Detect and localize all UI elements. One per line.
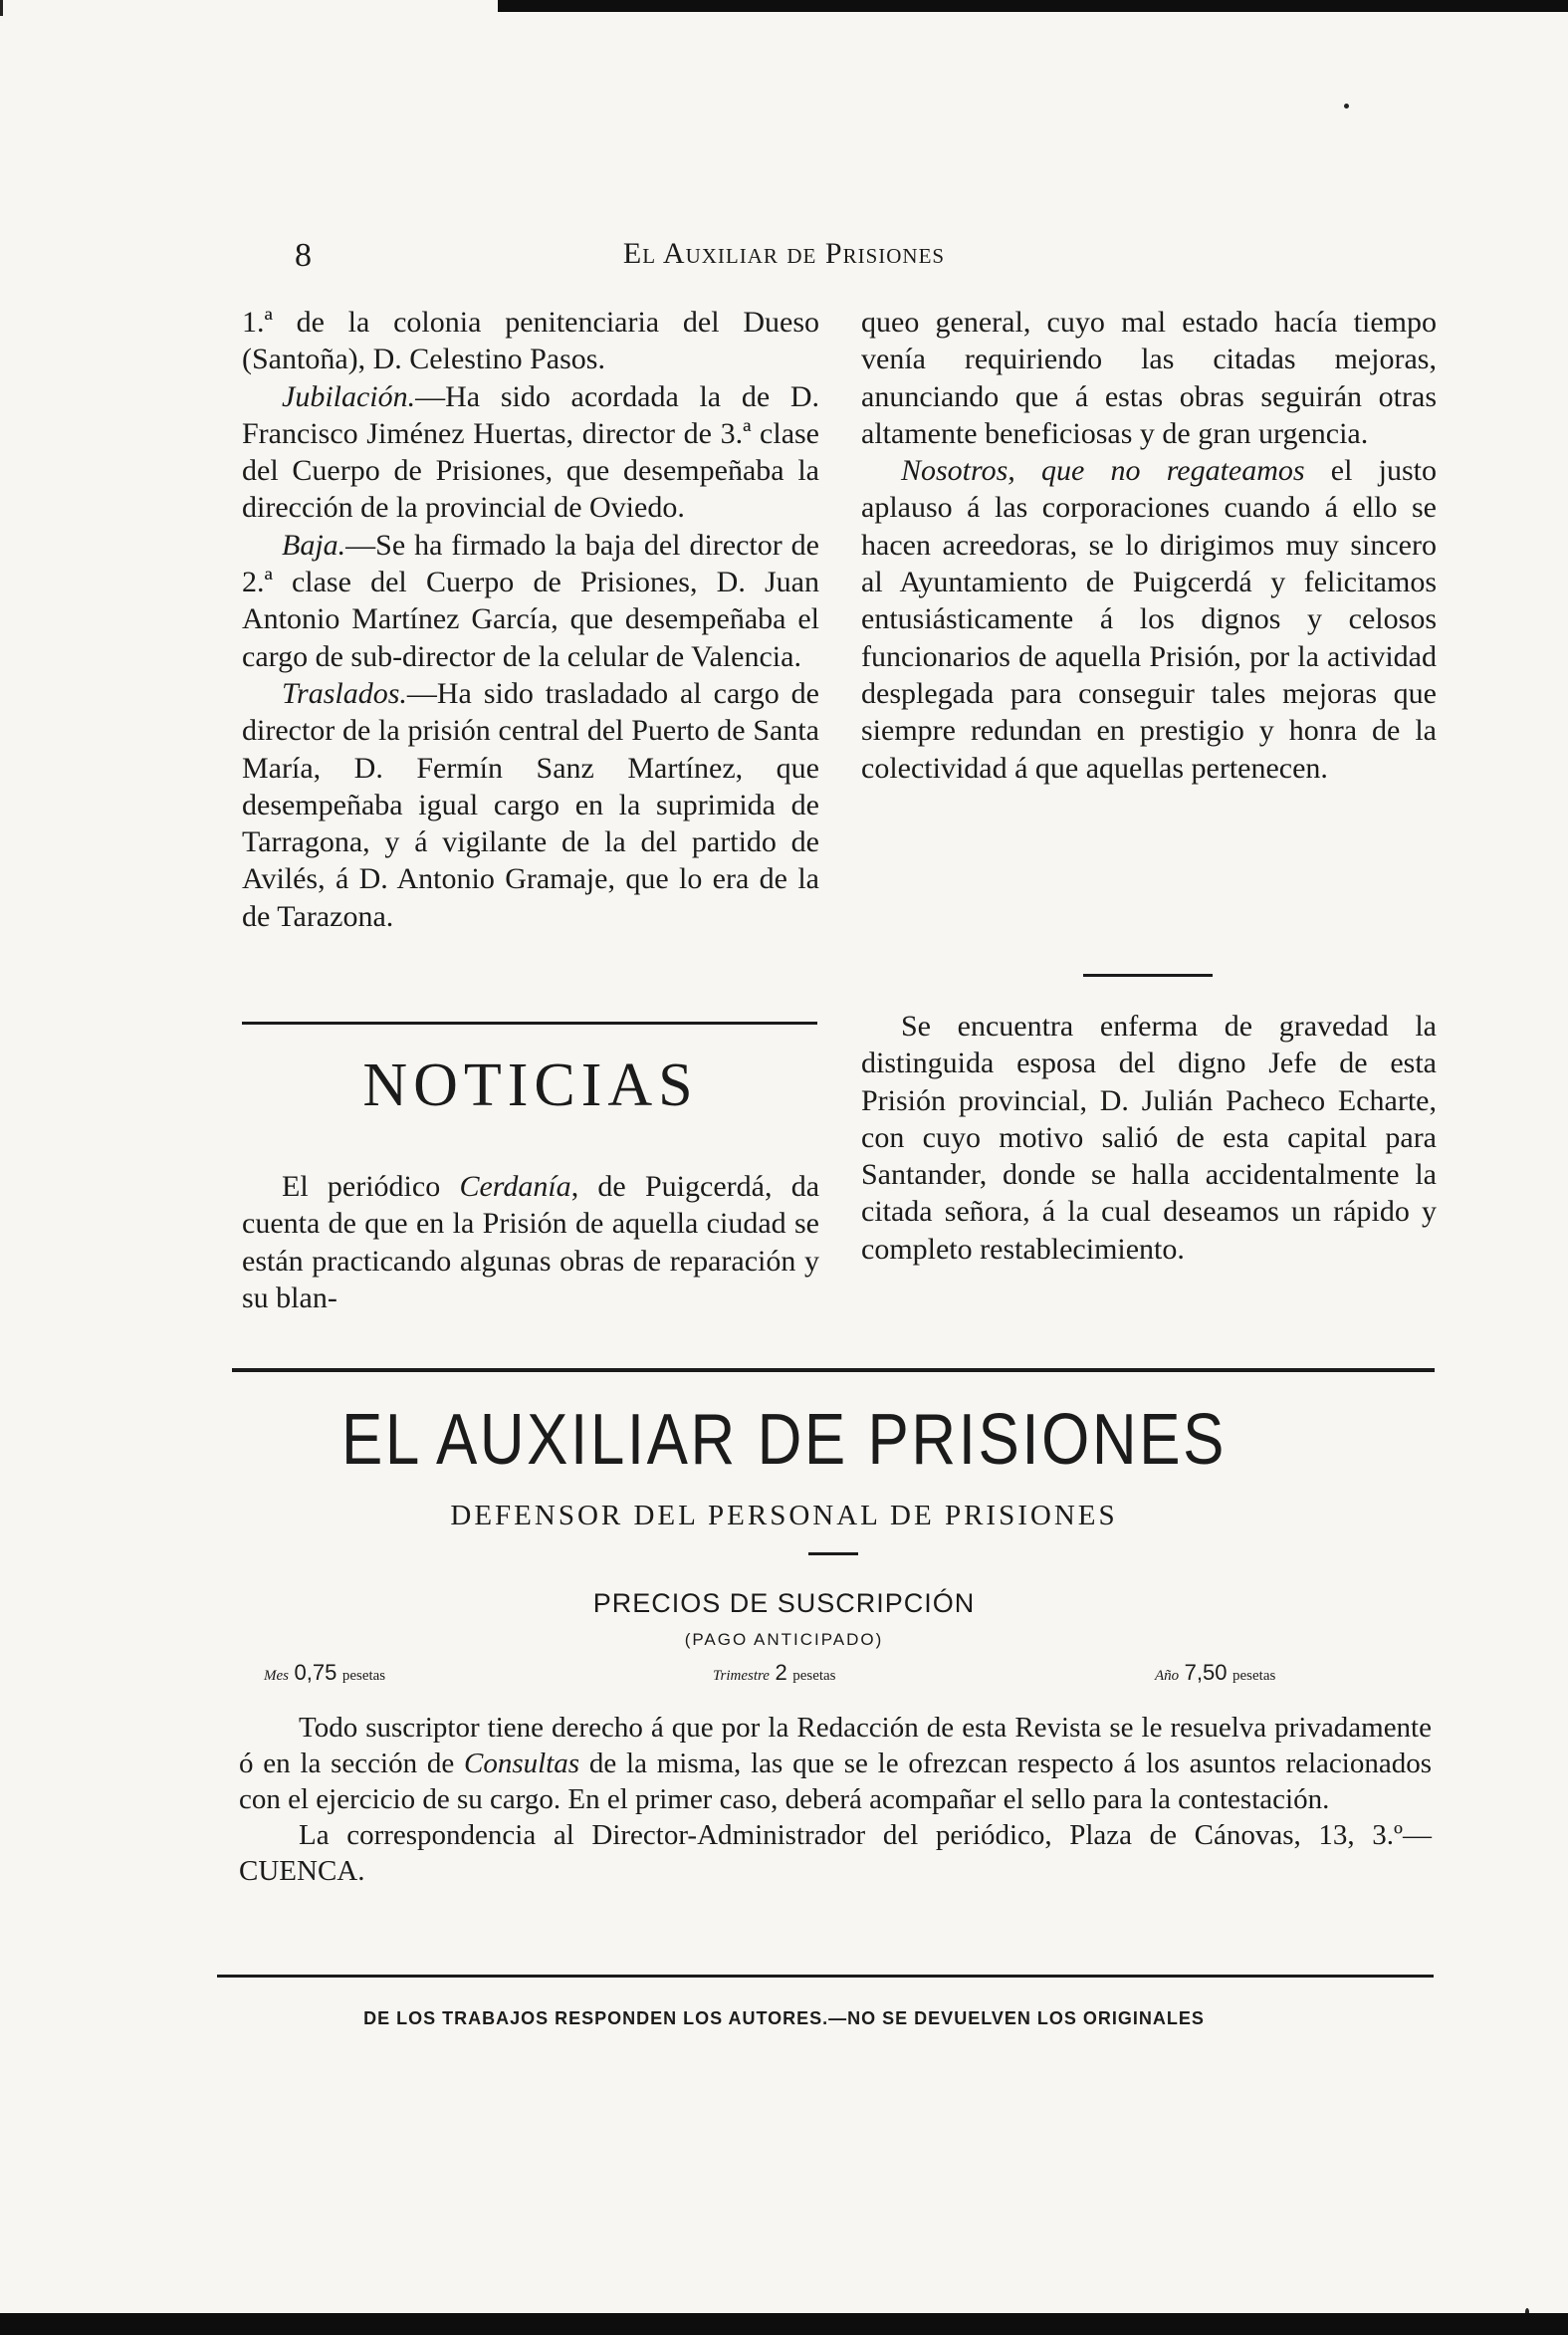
info-consultas: Consultas bbox=[464, 1748, 580, 1779]
noticias-heading: NOTICIAS bbox=[362, 1051, 699, 1119]
subscription-heading: PRECIOS DE SUSCRIPCIÓN bbox=[592, 1588, 976, 1618]
right-paragraph-2-text: el justo aplauso á las corporaciones cuando á ello se hacen acreedoras, se lo dirigimos muy sincero al Ayuntamiento de Puigcerdá y felicitamos entusiásticamente á los dignos y celosos funcionarios de aquella Prisión, por la actividad desplegada para conseguir tales mejoras que siempre redundan en prestigio y honra de la colectividad á que aquellas pertenecen. bbox=[861, 454, 1437, 785]
right-paragraph-1: queo general, cuyo mal estado hacía tiempo venía requiriendo las citadas mejoras, anunciando que á estas obras seguirán otras altamente beneficiosas y de gran urgencia. bbox=[861, 306, 1437, 450]
noticias-text-b: , de Puigcerdá, da cuenta de que en la Prisión de aquella ciudad se están practicando algunas obras de reparación y su blan- bbox=[242, 1170, 820, 1314]
scan-edge-bottom bbox=[0, 2313, 1568, 2335]
jubilacion-text: —Ha sido acordada la de D. Francisco Jiménez Huertas, director de 3.ª clase del Cuerpo de Prisiones, que desempeñaba la dirección de la provincial de Oviedo. bbox=[242, 379, 819, 525]
masthead-subtitle: DEFENSOR DEL PERSONAL DE PRISIONES bbox=[450, 1500, 1118, 1531]
info-text-b: de la misma, las que se le ofrezcan respecto á los asuntos relacionados con el ejercicio de su cargo. En el primer caso, deberá acompañar el sello para la contestación. bbox=[239, 1748, 1432, 1815]
subscription-note: (PAGO ANTICIPADO) bbox=[684, 1630, 884, 1649]
footer-rule bbox=[217, 1975, 1434, 1978]
info-paragraph-1 bbox=[239, 1710, 1432, 1817]
price-month-unit: pesetas bbox=[341, 1668, 386, 1684]
scan-speck bbox=[1344, 104, 1349, 109]
price-year-unit: pesetas bbox=[1232, 1668, 1276, 1684]
price-quarter-label: Trimestre bbox=[713, 1668, 770, 1684]
info-paragraph-2: La correspondencia al Director-Administrador del periódico, Plaza de Cánovas, 13, 3.º—CUENCA. bbox=[239, 1819, 1432, 1887]
price-month-amount: 0,75 bbox=[294, 1660, 337, 1685]
right-column bbox=[861, 304, 1437, 787]
left-paragraph-1: 1.ª de la colonia penitenciaria del Dueso (Santoña), D. Celestino Pasos. bbox=[242, 306, 819, 376]
right-column-lower bbox=[861, 1008, 1437, 1268]
left-paragraph-2 bbox=[242, 378, 819, 527]
noticias-periodical-name: Cerdanía bbox=[459, 1170, 571, 1203]
info-text-a: Todo suscriptor tiene derecho á que por la Redacción de esta Revista se le resuelva privadamente ó en la sección de bbox=[239, 1712, 1432, 1779]
running-title: El Auxiliar de Prisiones bbox=[622, 237, 946, 270]
price-quarter-unit: pesetas bbox=[792, 1668, 836, 1684]
right-paragraph-3: Se encuentra enferma de gravedad la distinguida esposa del digno Jefe de esta Prisión provincial, D. Julián Pacheco Echarte, con cuyo motivo salió de esta capital para Santander, donde se halla accidentalmente la citada señora, á la cual deseamos un rápido y completo restablecimiento. bbox=[861, 1010, 1437, 1266]
jubilacion-label: Jubilación. bbox=[282, 379, 416, 413]
footer-notice: DE LOS TRABAJOS RESPONDEN LOS AUTORES.—NO SE DEVUELVEN LOS ORIGINALES bbox=[363, 2008, 1205, 2028]
left-paragraph-3 bbox=[242, 527, 819, 675]
scan-edge-left bbox=[0, 0, 3, 16]
noticias-text-a: El periódico bbox=[282, 1170, 460, 1203]
baja-label: Baja. bbox=[282, 528, 346, 562]
traslados-label: Traslados. bbox=[282, 676, 407, 710]
noticias-paragraph bbox=[242, 1168, 819, 1316]
left-paragraph-4 bbox=[242, 675, 819, 935]
price-month bbox=[264, 1660, 385, 1686]
subscription-info bbox=[239, 1710, 1432, 1889]
masthead-title: EL AUXILIAR DE PRISIONES bbox=[341, 1400, 1227, 1480]
price-quarter bbox=[713, 1660, 836, 1686]
page-number: 8 bbox=[295, 237, 312, 274]
price-year-amount: 7,50 bbox=[1184, 1660, 1228, 1685]
price-year-label: Año bbox=[1155, 1668, 1180, 1684]
column-divider-rule bbox=[242, 1022, 817, 1025]
masthead-top-rule bbox=[232, 1368, 1435, 1372]
running-head bbox=[239, 237, 1060, 277]
noticias-column bbox=[242, 1168, 819, 1316]
left-column bbox=[242, 304, 819, 935]
right-paragraph-2-italic: Nosotros, que no regateamos bbox=[901, 454, 1305, 488]
masthead-small-rule bbox=[808, 1552, 858, 1555]
price-month-label: Mes bbox=[264, 1668, 289, 1684]
scan-edge-top bbox=[498, 0, 1568, 12]
price-year bbox=[1155, 1660, 1275, 1686]
traslados-text: —Ha sido trasladado al cargo de director de la prisión central del Puerto de Santa María, D. Fermín Sanz Martínez, que desempeñaba igual cargo en la suprimida de Tarragona, y á vigilante de la del partido de Avilés, á D. Antonio Gramaje, que lo era de la de Tarazona. bbox=[242, 676, 819, 933]
price-quarter-amount: 2 bbox=[775, 1660, 787, 1685]
short-divider-rule bbox=[1083, 974, 1213, 977]
baja-text: —Se ha firmado la baja del director de 2.ª clase del Cuerpo de Prisiones, D. Juan Antonio Martínez García, que desempeñaba el cargo de sub-director de la celular de Valencia. bbox=[242, 528, 819, 673]
right-paragraph-2 bbox=[861, 452, 1437, 787]
